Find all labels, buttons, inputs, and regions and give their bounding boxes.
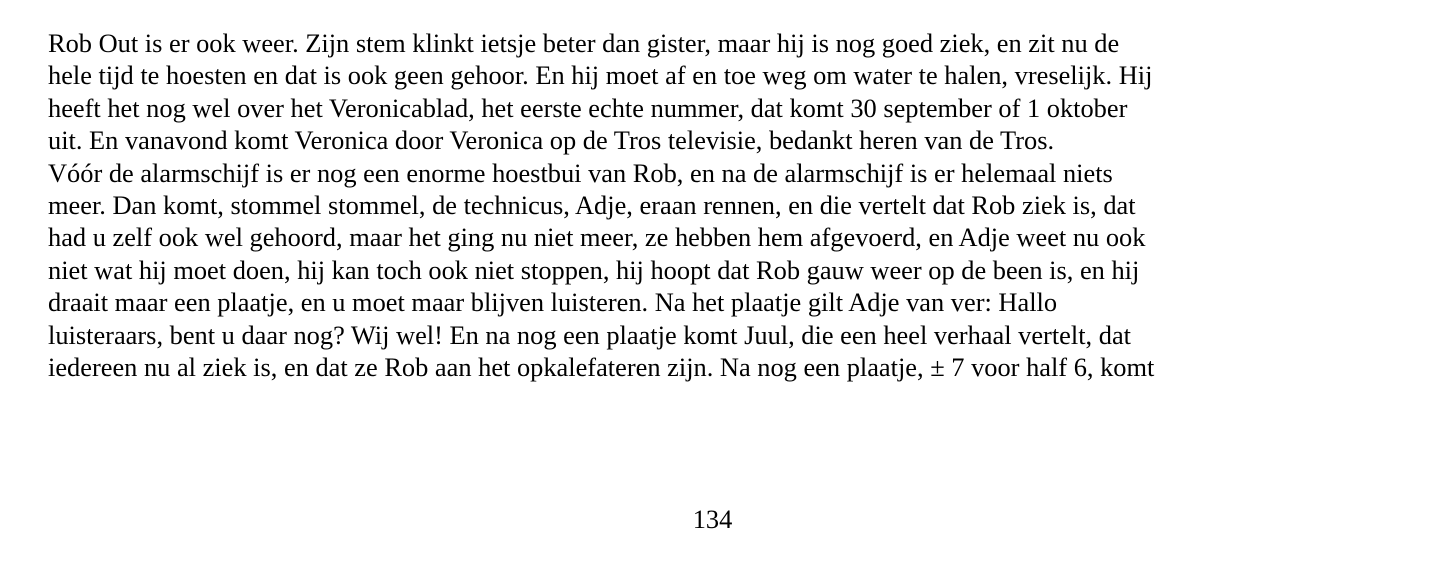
text-line: heeft het nog wel over het Veronicablad, het eerste echte nummer, dat komt 30 september of 1 oktober xyxy=(48,92,1128,123)
text-line: iedereen nu al ziek is, en dat ze Rob aan het opkalefateren zijn. Na nog een plaatje, ± 7 voor half 6, komt xyxy=(48,352,1155,383)
page-number: 134 xyxy=(692,504,733,534)
text-line: uit. En vanavond komt Veronica door Veronica op de Tros televisie, bedankt heren van de Tros. xyxy=(48,125,1055,156)
body-paragraph xyxy=(48,27,1428,383)
text-line: draait maar een plaatje, en u moet maar blijven luisteren. Na het plaatje gilt Adje van ver: Hallo xyxy=(48,287,1058,318)
text-line: meer. Dan komt, stommel stommel, de technicus, Adje, eraan rennen, en die vertelt dat Rob ziek is, dat xyxy=(48,190,1136,221)
text-line: niet wat hij moet doen, hij kan toch ook niet stoppen, hij hoopt dat Rob gauw weer op de been is, en hij xyxy=(48,254,1140,285)
text-line: had u zelf ook wel gehoord, maar het ging nu niet meer, ze hebben hem afgevoerd, en Adje weet nu ook xyxy=(48,222,1146,253)
text-line: Rob Out is er ook weer. Zijn stem klinkt ietsje beter dan gister, maar hij is nog goed ziek, en zit nu de xyxy=(48,28,1120,58)
text-line: Vóór de alarmschijf is er nog een enorme hoestbui van Rob, en na de alarmschijf is er helemaal niets xyxy=(48,157,1113,188)
text-line: hele tijd te hoesten en dat is ook geen gehoor. En hij moet af en toe weg om water te halen, vreselijk. Hij xyxy=(48,60,1153,91)
text-line: luisteraars, bent u daar nog? Wij wel! En na nog een plaatje komt Juul, die een heel verhaal vertelt, dat xyxy=(48,319,1131,350)
